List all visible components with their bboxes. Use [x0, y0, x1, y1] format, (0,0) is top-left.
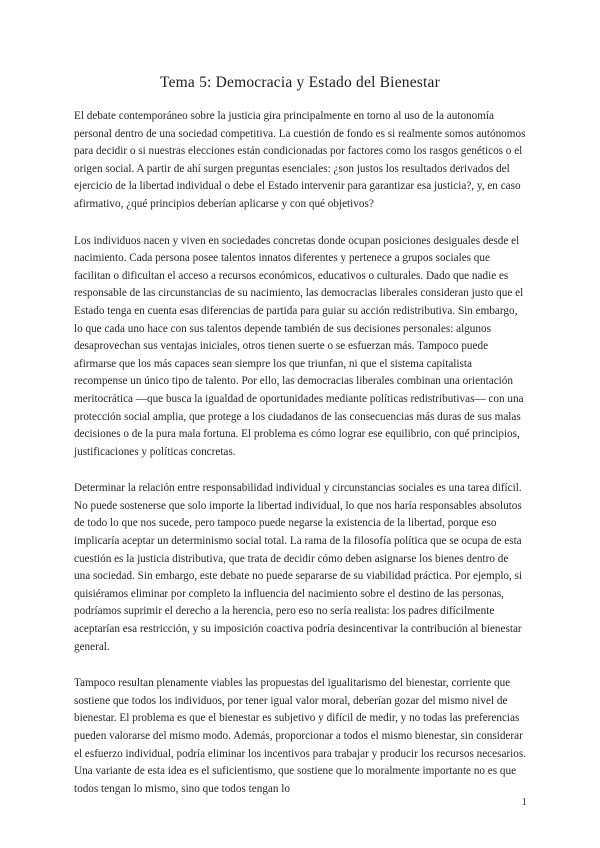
paragraph-3: Determinar la relación entre responsabilidad individual y circunstancias sociales es una tarea difícil. No puede sostenerse que solo importe la libertad individual, lo que nos haría responsables absolutos de todo lo que nos sucede, pero tampoco puede negarse la existencia de la libertad, porque eso implicaría aceptar un determinismo social total. La rama de la filosofía política que se ocupa de esta cuestión es la justicia distributiva, que trata de decidir cómo deben asignarse los bienes dentro de una sociedad. Sin embargo, este debate no puede separarse de su viabilidad práctica. Por ejemplo, si quisiéramos eliminar por completo la influencia del nacimiento sobre el destino de las personas, podríamos suprimir el derecho a la herencia, pero eso no sería realista: los padres difícilmente aceptarían esa restricción, y su imposición coactiva podría desincentivar la contribución al bienestar general. — [74, 482, 523, 653]
page-number: 1 — [521, 796, 527, 808]
paragraph-1: El debate contemporáneo sobre la justicia gira principalmente en torno al uso de la autonomía personal dentro de una sociedad competitiva. La cuestión de fondo es si realmente somos autónomos para decidir o si nuestras elecciones están condicionadas por factores como los rasgos genéticos o el origen social. A partir de ahí surgen preguntas esenciales: ¿son justos los resultados derivados del ejercicio de la libertad individual o debe el Estado intervenir para garantizar esa justicia?, y, en caso afirmativo, ¿qué principios deberían aplicarse y con qué objetivos? — [74, 110, 526, 210]
document-title: Tema 5: Democracia y Estado del Bienestar — [160, 74, 440, 91]
paragraph-4: Tampoco resultan plenamente viables las propuestas del igualitarismo del bienestar, corriente que sostiene que todos los individuos, por tener igual valor moral, deberían gozar del mismo nivel de bienestar. El problema es que el bienestar es subjetivo y difícil de medir, y no todas las preferencias pueden valorarse del mismo modo. Además, proporcionar a todos el mismo bienestar, sin considerar el esfuerzo individual, podría eliminar los incentivos para trabajar y producir los recursos necesarios. Una variante de esta idea es el suficientismo, que sostiene que lo moralmente importante no es que todos tengan lo mismo, sino que todos tengan lo — [74, 677, 527, 795]
paragraph-2: Los individuos nacen y viven en sociedades concretas donde ocupan posiciones desiguales desde el nacimiento. Cada persona posee talentos innatos diferentes y pertenece a grupos sociales que facilitan o dificultan el acceso a recursos económicos, educativos o culturales. Dado que nadie es responsable de las circunstancias de su nacimiento, las democracias liberales consideran justo que el Estado tenga en cuenta esas diferencias de partida para guiar su acción redistributiva. Sin embargo, lo que cada uno hace con sus talentos depende también de sus decisiones personales: algunos desaprovechan sus ventajas iniciales, otros tienen suerte o se esfuerzan más. Tampoco puede afirmarse que los más capaces sean siempre los que triunfan, ni que el sistema capitalista recompense un único tipo de talento. Por ello, las democracias liberales combinan una orientación meritocrática —que busca la igualdad de oportunidades mediante políticas redistributivas— con una protección social amplia, que protege a los ciudadanos de las consecuencias más duras de sus malas decisiones o de la pura mala fortuna. El problema es cómo lograr ese equilibrio, con qué principios, justificaciones y políticas concretas. — [74, 234, 524, 458]
document-body — [74, 108, 526, 817]
